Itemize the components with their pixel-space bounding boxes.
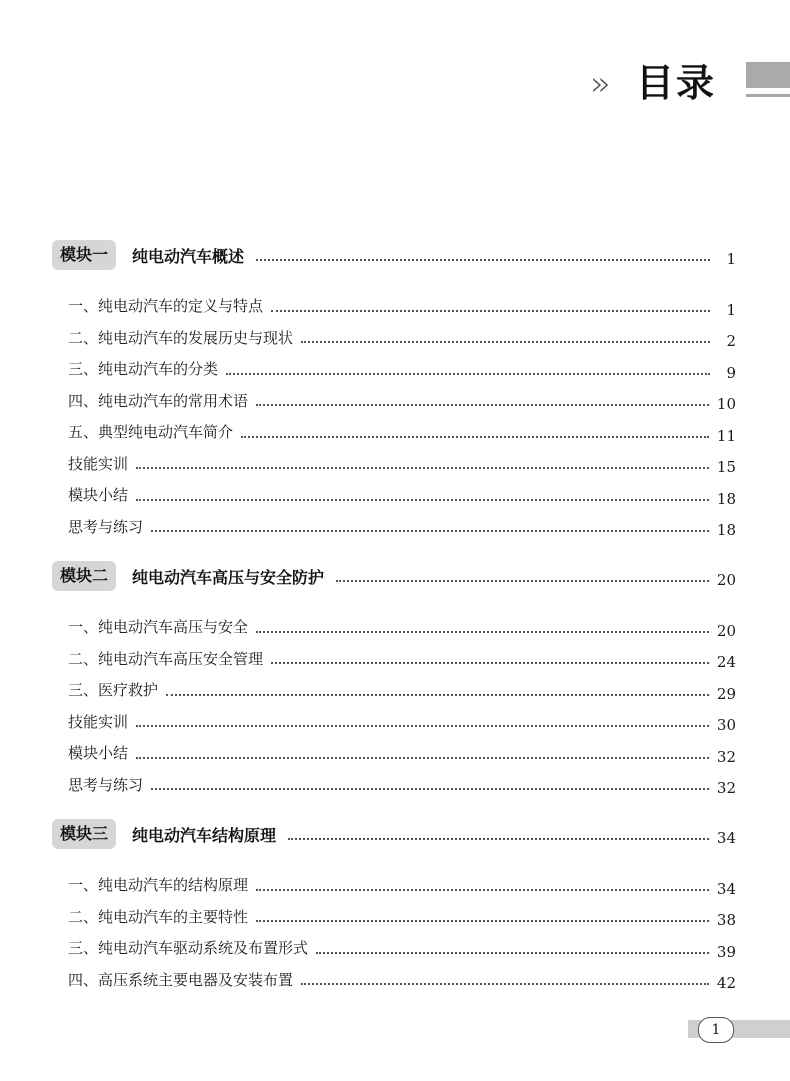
entry-label: 一、纯电动汽车高压与安全	[68, 618, 249, 637]
page-number: 11	[716, 426, 736, 445]
leader-dots	[336, 580, 709, 582]
toc-entry[interactable]	[52, 964, 736, 996]
toc-entry[interactable]	[52, 385, 736, 417]
page-number: 9	[726, 363, 736, 382]
title-decor-line	[746, 94, 790, 97]
toc-entry[interactable]	[52, 416, 736, 448]
toc-entry[interactable]	[52, 448, 736, 480]
leader-dots	[256, 404, 709, 406]
page-number: 10	[716, 395, 736, 414]
page-number: 18	[716, 521, 736, 540]
page-number: 18	[716, 489, 736, 508]
leader-dots	[241, 436, 709, 438]
leader-dots	[136, 757, 709, 759]
leader-dots	[301, 341, 710, 343]
module-tag: 模块一	[52, 240, 116, 270]
entry-label: 思考与练习	[68, 775, 144, 794]
table-of-contents	[52, 238, 736, 995]
page-number: 1	[726, 250, 736, 268]
toc-entry[interactable]	[52, 511, 736, 543]
toc-entry[interactable]	[52, 611, 736, 643]
leader-dots	[226, 373, 710, 375]
page-number: 1	[726, 300, 736, 319]
toc-entry[interactable]	[52, 322, 736, 354]
entry-label: 四、纯电动汽车的常用术语	[68, 391, 249, 410]
page-number: 32	[716, 779, 736, 798]
page-number: 34	[716, 829, 736, 847]
toc-entry[interactable]	[52, 290, 736, 322]
entry-label: 二、纯电动汽车的发展历史与现状	[68, 328, 294, 347]
entry-label: 三、纯电动汽车的分类	[68, 360, 219, 379]
leader-dots	[288, 838, 709, 840]
entry-label: 模块小结	[68, 486, 129, 505]
toc-entry[interactable]	[52, 706, 736, 738]
page-number: 15	[716, 458, 736, 477]
page-number: 30	[716, 716, 736, 735]
leader-dots	[256, 259, 710, 261]
entry-label: 五、典型纯电动汽车简介	[68, 423, 234, 442]
leader-dots	[316, 952, 709, 954]
entry-label: 一、纯电动汽车的定义与特点	[68, 297, 264, 316]
leader-dots	[256, 889, 709, 891]
entry-label: 一、纯电动汽车的结构原理	[68, 876, 249, 895]
entry-label: 三、医疗救护	[68, 681, 159, 700]
leader-dots	[301, 983, 709, 985]
leader-dots	[136, 499, 709, 501]
page-number: 2	[726, 332, 736, 351]
toc-module-1[interactable]	[52, 238, 736, 272]
footer-page-number: 1	[698, 1017, 734, 1043]
page-footer	[688, 1017, 790, 1043]
toc-entry[interactable]	[52, 674, 736, 706]
module-tag: 模块三	[52, 819, 116, 849]
toc-entry[interactable]	[52, 769, 736, 801]
module-title: 纯电动汽车概述	[132, 246, 245, 266]
page-number: 24	[716, 653, 736, 672]
toc-entry[interactable]	[52, 643, 736, 675]
leader-dots	[136, 467, 709, 469]
toc-entry[interactable]	[52, 932, 736, 964]
page-header	[590, 52, 790, 105]
entry-label: 四、高压系统主要电器及安装布置	[68, 970, 294, 989]
double-chevron-icon: »	[590, 64, 597, 104]
entry-label: 二、纯电动汽车的主要特性	[68, 907, 249, 926]
entry-label: 技能实训	[68, 712, 129, 731]
toc-entry[interactable]	[52, 869, 736, 901]
entry-label: 二、纯电动汽车高压安全管理	[68, 649, 264, 668]
leader-dots	[271, 662, 709, 664]
page-title: 目录	[636, 60, 717, 105]
toc-module-2[interactable]	[52, 559, 736, 593]
entry-label: 三、纯电动汽车驱动系统及布置形式	[68, 939, 309, 958]
toc-entry[interactable]	[52, 901, 736, 933]
module-tag: 模块二	[52, 561, 116, 591]
page-number: 29	[716, 684, 736, 703]
toc-entry[interactable]	[52, 737, 736, 769]
entry-label: 模块小结	[68, 744, 129, 763]
page-number: 32	[716, 747, 736, 766]
page-number: 42	[716, 974, 736, 993]
entry-label: 技能实训	[68, 454, 129, 473]
module-title: 纯电动汽车高压与安全防护	[132, 567, 325, 587]
leader-dots	[256, 631, 709, 633]
leader-dots	[151, 530, 709, 532]
page-number: 39	[716, 942, 736, 961]
leader-dots	[271, 310, 710, 312]
toc-module-3[interactable]	[52, 817, 736, 851]
leader-dots	[151, 788, 709, 790]
toc-entry[interactable]	[52, 353, 736, 385]
leader-dots	[256, 920, 709, 922]
page-number: 38	[716, 911, 736, 930]
toc-entry[interactable]	[52, 479, 736, 511]
page-number: 20	[716, 571, 736, 589]
module-title: 纯电动汽车结构原理	[132, 825, 277, 845]
leader-dots	[166, 694, 709, 696]
leader-dots	[136, 725, 709, 727]
title-decor-bar	[746, 62, 790, 88]
page-number: 34	[716, 879, 736, 898]
entry-label: 思考与练习	[68, 517, 144, 536]
page-number: 20	[716, 621, 736, 640]
